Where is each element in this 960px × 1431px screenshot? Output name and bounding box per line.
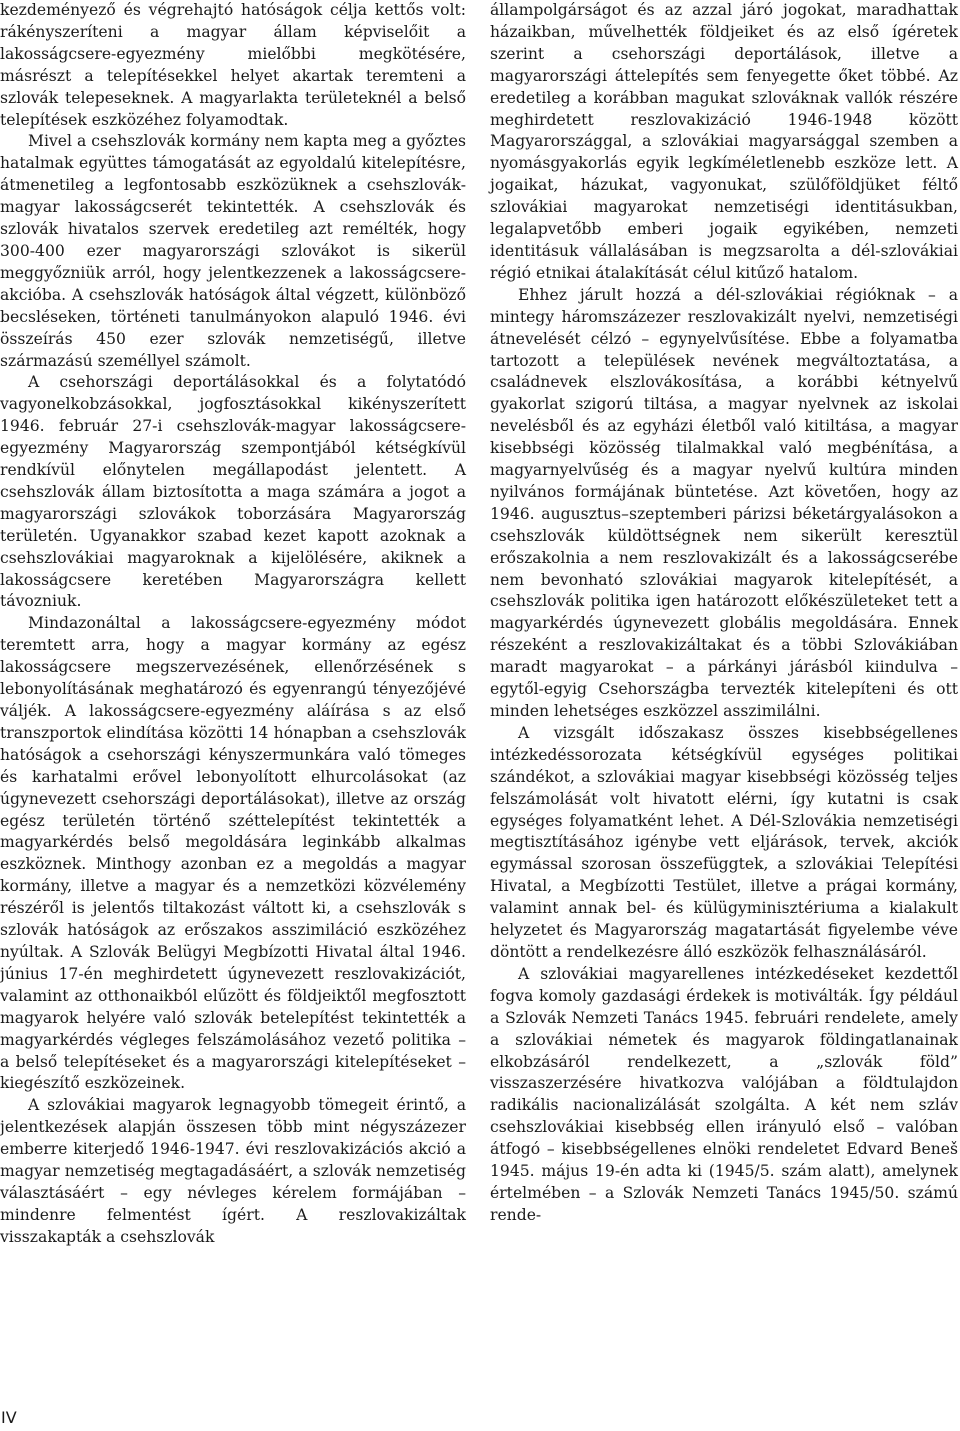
- paragraph: A vizsgált időszakasz összes kisebbségellenes intézkedéssorozata kétségkívül egységes politikai szándékot, a szlovákiai magyar kisebbségi közösség teljes felszámolását volt hivatott elérni, így kutatni is csak egységes folyamatként lehet. A Dél-Szlovákia nemzetiségi megtisztításához igénybe vett eljárások, tervek, akciók egymással szorosan összefüggtek, a szlovákiai Telepítési Hivatal, a Megbízotti Testület, illetve a prágai kormány, valamint annak bel- és külügyminisztériuma a kialakult helyzetet és Magyarország magatartását figyelembe véve döntött a rendelkezésre álló eszközök felhasználásáról.: [490, 723, 958, 961]
- paragraph: Mindazonáltal a lakosságcsere-egyezmény módot teremtett arra, hogy a magyar kormány az egész lakosságcsere megszervezésének, ellenőrzésének s lebonyolításának meghatározó és egyenrangú tényezőjévé váljék. A lakosságcsere-egyezmény aláírása s az első transzportok elindítása közötti 14 hónapban a csehszlovák hatóságok a csehországi kényszermunkára való tömeges és karhatalmi erővel lebonyolított elhurcolásokat (az úgynevezett csehországi deportálásokat), illetve az ország egész területén történő széttelepítést tekintették a magyarkérdés belső megoldására leginkább alkalmas eszköznek. Minthogy azonban ez a megoldás a magyar kormány, illetve a magyar és a nemzetközi közvélemény részéről is jelentős tiltakozást váltott ki, a csehszlovák s szlovák hatóságok az erőszakos asszimiláció eszközéhez nyúltak. A Szlovák Belügyi Megbízotti Hivatal által 1946. június 17-én meghirdetett úgynevezett reszlovakizációt, valamint az otthonaikból elűzött és földjeiktől megfosztott magyarok helyére való szlovák betelepítést tekintették a magyarkérdés végleges felszámolásához vezető politika – a belső telepítéseket és a magyarországi kitelepítéseket – kiegészítő eszközeinek.: [0, 614, 466, 1093]
- right-column: [490, 0, 958, 1227]
- left-column: [0, 0, 466, 1249]
- paragraph: állampolgárságot és az azzal járó jogokat, maradhattak házaikban, művelhették földjeiket és az első ígéretek szerint a csehországi deportálások, illetve a magyarországi áttelepítés sem fenyegette őket többé. Az eredetileg a korábban magukat szlováknak vallók részére meghirdetett reszlovakizáció 1946-1948 között Magyarországgal, a szlovákiai magyarsággal szemben a nyomásgyakorlás egyik legkíméletlenebb eszköze lett. A jogaikat, házukat, vagyonukat, szülőföldjüket féltő szlovákiai magyarokat nemzetiségi identitásukban, legalapvetőbb emberi jogaik egyikében, nemzeti identitásuk vállalásában is megzsarolta a dél-szlovákiai régió etnikai átalakítását célul kitűző hatalom.: [490, 1, 958, 282]
- paragraph: A csehországi deportálásokkal és a folytatódó vagyonelkobzásokkal, jogfosztásokkal kikényszerített 1946. február 27-i csehszlovák-magyar lakosságcsere-egyezmény Magyarország szempontjából kétségkívül rendkívül előnytelen megállapodást jelentett. A csehszlovák állam biztosította a maga számára a jogot a magyarországi szlovákok toborzására Magyarország területén. Ugyanakkor szabad kezet kapott azoknak a csehszlovákiai magyaroknak a kijelölésére, akiknek a lakosságcsere keretében Magyarországra kellett távozniuk.: [0, 373, 466, 611]
- paragraph: A szlovákiai magyarellenes intézkedéseket kezdettől fogva komoly gazdasági érdekek is motiválták. Így például a Szlovák Nemzeti Tanács 1945. februári rendelete, amely a szlovákiai németek és magyarok földingatlanainak elkobzásáról rendelkezett, a „szlovák föld” visszaszerzésére hivatkozva valójában a földtulajdon radikális nacionalizálását szolgálta. A két nem szláv csehszlovákiai kisebbség ellen irányuló első – valóban átfogó – kisebbségellenes elnöki rendeletet Edvard Beneš 1945. május 19-én adta ki (1945/5. szám alatt), amelynek értelmében – a Szlovák Nemzeti Tanács 1945/50. számú rende-: [490, 964, 958, 1224]
- paragraph: Mivel a csehszlovák kormány nem kapta meg a győztes hatalmak együttes támogatását az egyoldalú kitelepítésre, átmenetileg a legfontosabb eszközüknek a csehszlovák-magyar lakosságcserét tekintették. A csehszlovák és szlovák hivatalos szervek eredetileg azt remélték, hogy 300-400 ezer magyarországi szlovákot is sikerül meggyőzniük arról, hogy jelentkezzenek a lakosságcsere-akcióba. A csehszlovák hatóságok által végzett, különböző becsléseken, történeti tanulmányokon alapuló 1946. évi összeírás 450 ezer szlovák nemzetiségű, illetve származású személlyel számolt.: [0, 132, 466, 370]
- paragraph: A szlovákiai magyarok legnagyobb tömegeit érintő, a jelentkezések alapján összesen több mint négyszázezer emberre kiterjedő 1946-1947. évi reszlovakizációs akció a magyar nemzetiség megtagadásáért, a szlovák nemzetiség választásáért – egy névleges kérelem formájában – mindenre felmentést ígért. A reszlovakizáltak visszakapták a csehszlovák: [0, 1096, 466, 1246]
- page-number: IV: [1, 1408, 17, 1427]
- paragraph: kezdeményező és végrehajtó hatóságok célja kettős volt: rákényszeríteni a magyar állam képviselőit a lakosságcsere-egyezmény mielőbbi megkötésére, másrészt a telepítésekkel helyet akartak teremteni a szlovák telepeseknek. A magyarlakta területeknél a belső telepítések eszközéhez folyamodtak.: [0, 1, 466, 129]
- paragraph: Ehhez járult hozzá a dél-szlovákiai régióknak – a mintegy háromszázezer reszlovakizált nyelvi, nemzetiségi átnevelését célzó – egynyelvűsítése. Ebbe a folyamatba tartozott a települések nevének megváltoztatása, a családnevek elszlovákosítása, a korábbi kétnyelvű gyakorlat szigorú tiltása, a magyar nyelvnek az iskolai nevelésből és az egyházi életből való kitiltása, a magyar kisebbségi közösség tilalmakkal való megbénítása, a magyarnyelvűség és a magyar nyelvű kultúra minden nyilvános formájának büntetése. Azt követően, hogy az 1946. augusztus–szeptemberi párizsi béketárgyalásokon a csehszlovák küldöttségnek nem sikerült keresztül erőszakolnia a nem reszlovakizált és a lakosságcserébe nem bevonható szlovákiai magyarok kitelepítését, a csehszlovák politika igen határozott előkészületeket tett a magyarkérdés úgynevezett globális megoldására. Ennek részeként a reszlovakizáltakat és a többi Szlovákiában maradt magyarokat – a párkányi járásból kiindulva – egytől-egyig Csehországba tervezték kitelepíteni és ott minden lehetséges eszközzel asszimilálni.: [490, 285, 958, 720]
